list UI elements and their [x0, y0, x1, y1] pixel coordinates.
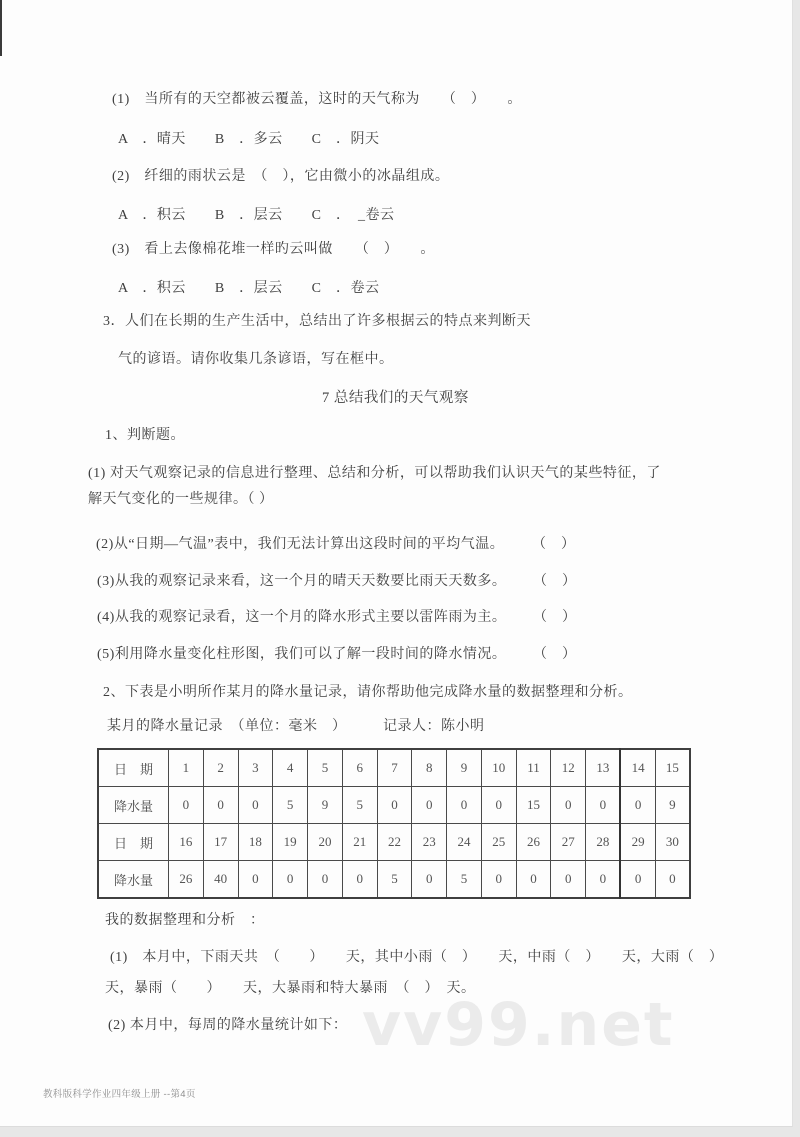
table-cell: 9	[447, 749, 482, 787]
analysis-line1: (1) 本月中，下雨天共 （ ） 天，其中小雨（ ） 天，中雨（ ） 天，大雨（ ）	[110, 950, 724, 965]
judgment-item3-text: (3)从我的观察记录来看，这一个月的晴天天数要比雨天天数多。	[97, 574, 507, 589]
mc-question-2: (2) 纤细的雨状云是 （ ），它由微小的冰晶组成。	[112, 169, 450, 184]
table-row	[98, 787, 690, 824]
table-cell: 5	[342, 787, 377, 824]
judgment-item2-answer-blank: （ ）	[532, 537, 576, 552]
table-cell: 0	[308, 861, 343, 899]
table-cell: 28	[586, 824, 621, 861]
mc-options-3: A ．积云 B ．层云 C ．卷云	[118, 281, 380, 296]
mc-options-2: A ．积云 B ．层云 C ． _卷云	[118, 208, 395, 223]
table-cell: 9	[655, 787, 690, 824]
table-caption: 某月的降水量记录 （单位：毫米 ） 记录人：陈小明	[107, 719, 485, 734]
table-cell: 16	[169, 824, 204, 861]
table-cell: 9	[308, 787, 343, 824]
judgment-item4-text: (4)从我的观察记录看，这一个月的降水形式主要以雷阵雨为主。	[97, 610, 507, 625]
table-cell: 21	[342, 824, 377, 861]
judgment-item2-text: (2)从“日期—气温”表中，我们无法计算出这段时间的平均气温。	[96, 537, 505, 552]
table-cell: 0	[412, 861, 447, 899]
table-cell: 0	[551, 861, 586, 899]
table-cell: 40	[203, 861, 238, 899]
table-cell: 15	[655, 749, 690, 787]
table-cell: 0	[342, 861, 377, 899]
table-cell: 30	[655, 824, 690, 861]
analysis-line3: (2) 本月中，每周的降水量统计如下：	[108, 1018, 348, 1033]
judgment-item5	[97, 643, 577, 663]
table-cell: 0	[238, 861, 273, 899]
table-row	[98, 749, 690, 787]
table-cell: 0	[273, 861, 308, 899]
table-cell: 6	[342, 749, 377, 787]
table-cell: 0	[620, 787, 655, 824]
analysis-heading: 我的数据整理和分析 ：	[105, 913, 265, 928]
table-cell: 0	[377, 787, 412, 824]
row-header-cell: 降水量	[98, 861, 169, 899]
table-cell: 0	[481, 787, 516, 824]
judgment-item5-answer-blank: （ ）	[533, 647, 577, 662]
mc-question-3: (3) 看上去像棉花堆一样旳云叫做 （ ） 。	[112, 242, 435, 257]
table-cell: 22	[377, 824, 412, 861]
table-cell: 27	[551, 824, 586, 861]
table-cell: 15	[516, 787, 551, 824]
judgment-item4	[97, 606, 577, 626]
table-row	[98, 824, 690, 861]
table-row	[98, 861, 690, 899]
question2-heading: 2、下表是小明所作某月的降水量记录，请你帮助他完成降水量的数据整理和分析。	[103, 685, 633, 700]
table-cell: 0	[551, 787, 586, 824]
judgment-item3	[97, 570, 577, 590]
judgment-item2	[96, 533, 576, 553]
table-cell: 3	[238, 749, 273, 787]
section-title: 7 总结我们的天气观察	[322, 390, 469, 406]
table-cell: 5	[377, 861, 412, 899]
analysis-line2: 天，暴雨（ ） 天，大暴雨和特大暴雨 （ ） 天。	[105, 981, 476, 996]
question3-line2: 气的谚语。请你收集几条谚语，写在框中。	[118, 352, 394, 367]
rainfall-table-body	[98, 749, 690, 898]
row-header-cell: 日 期	[98, 749, 169, 787]
table-cell: 0	[203, 787, 238, 824]
table-cell: 5	[308, 749, 343, 787]
row-header-cell: 降水量	[98, 787, 169, 824]
table-cell: 0	[238, 787, 273, 824]
judgment-item4-answer-blank: （ ）	[533, 610, 577, 625]
judgment-item1-line1: (1) 对天气观察记录的信息进行整理、总结和分析，可以帮助我们认识天气的某些特征，了	[88, 466, 661, 481]
table-cell: 14	[620, 749, 655, 787]
table-cell: 10	[481, 749, 516, 787]
table-cell: 1	[169, 749, 204, 787]
table-cell: 0	[447, 787, 482, 824]
watermark: vv99.net	[362, 990, 675, 1060]
table-cell: 4	[273, 749, 308, 787]
table-cell: 26	[516, 824, 551, 861]
table-cell: 11	[516, 749, 551, 787]
judgment-item3-answer-blank: （ ）	[533, 574, 577, 589]
table-cell: 12	[551, 749, 586, 787]
table-cell: 24	[447, 824, 482, 861]
table-cell: 0	[516, 861, 551, 899]
table-cell: 0	[655, 861, 690, 899]
table-cell: 2	[203, 749, 238, 787]
table-cell: 0	[586, 861, 621, 899]
table-cell: 8	[412, 749, 447, 787]
table-cell: 0	[586, 787, 621, 824]
table-cell: 18	[238, 824, 273, 861]
table-cell: 17	[203, 824, 238, 861]
table-cell: 5	[273, 787, 308, 824]
mc-options-1: A ．晴天 B ．多云 C ．阴天	[118, 132, 380, 147]
table-cell: 25	[481, 824, 516, 861]
table-cell: 0	[169, 787, 204, 824]
table-cell: 7	[377, 749, 412, 787]
table-cell: 0	[412, 787, 447, 824]
page-corner-mark	[0, 0, 2, 56]
table-cell: 23	[412, 824, 447, 861]
table-cell: 20	[308, 824, 343, 861]
judgment-item1-line2: 解天气变化的一些规律。（ ）	[88, 492, 274, 507]
row-header-cell: 日 期	[98, 824, 169, 861]
rainfall-table	[97, 748, 691, 899]
table-cell: 13	[586, 749, 621, 787]
question3-line1: 3．人们在长期的生产生活中，总结出了许多根据云的特点来判断天	[103, 314, 531, 329]
table-cell: 26	[169, 861, 204, 899]
table-cell: 0	[620, 861, 655, 899]
mc-question-1: (1) 当所有的天空都被云覆盖，这时的天气称为 （ ） 。	[112, 92, 522, 107]
table-cell: 29	[620, 824, 655, 861]
table-cell: 0	[481, 861, 516, 899]
judgment-item5-text: (5)利用降水量变化柱形图，我们可以了解一段时间的降水情况。	[97, 647, 507, 662]
page-footer: 教科版科学作业四年级上册 --第4页	[43, 1089, 196, 1100]
judgment-heading: 1、判断题。	[105, 428, 185, 443]
table-cell: 19	[273, 824, 308, 861]
table-cell: 5	[447, 861, 482, 899]
